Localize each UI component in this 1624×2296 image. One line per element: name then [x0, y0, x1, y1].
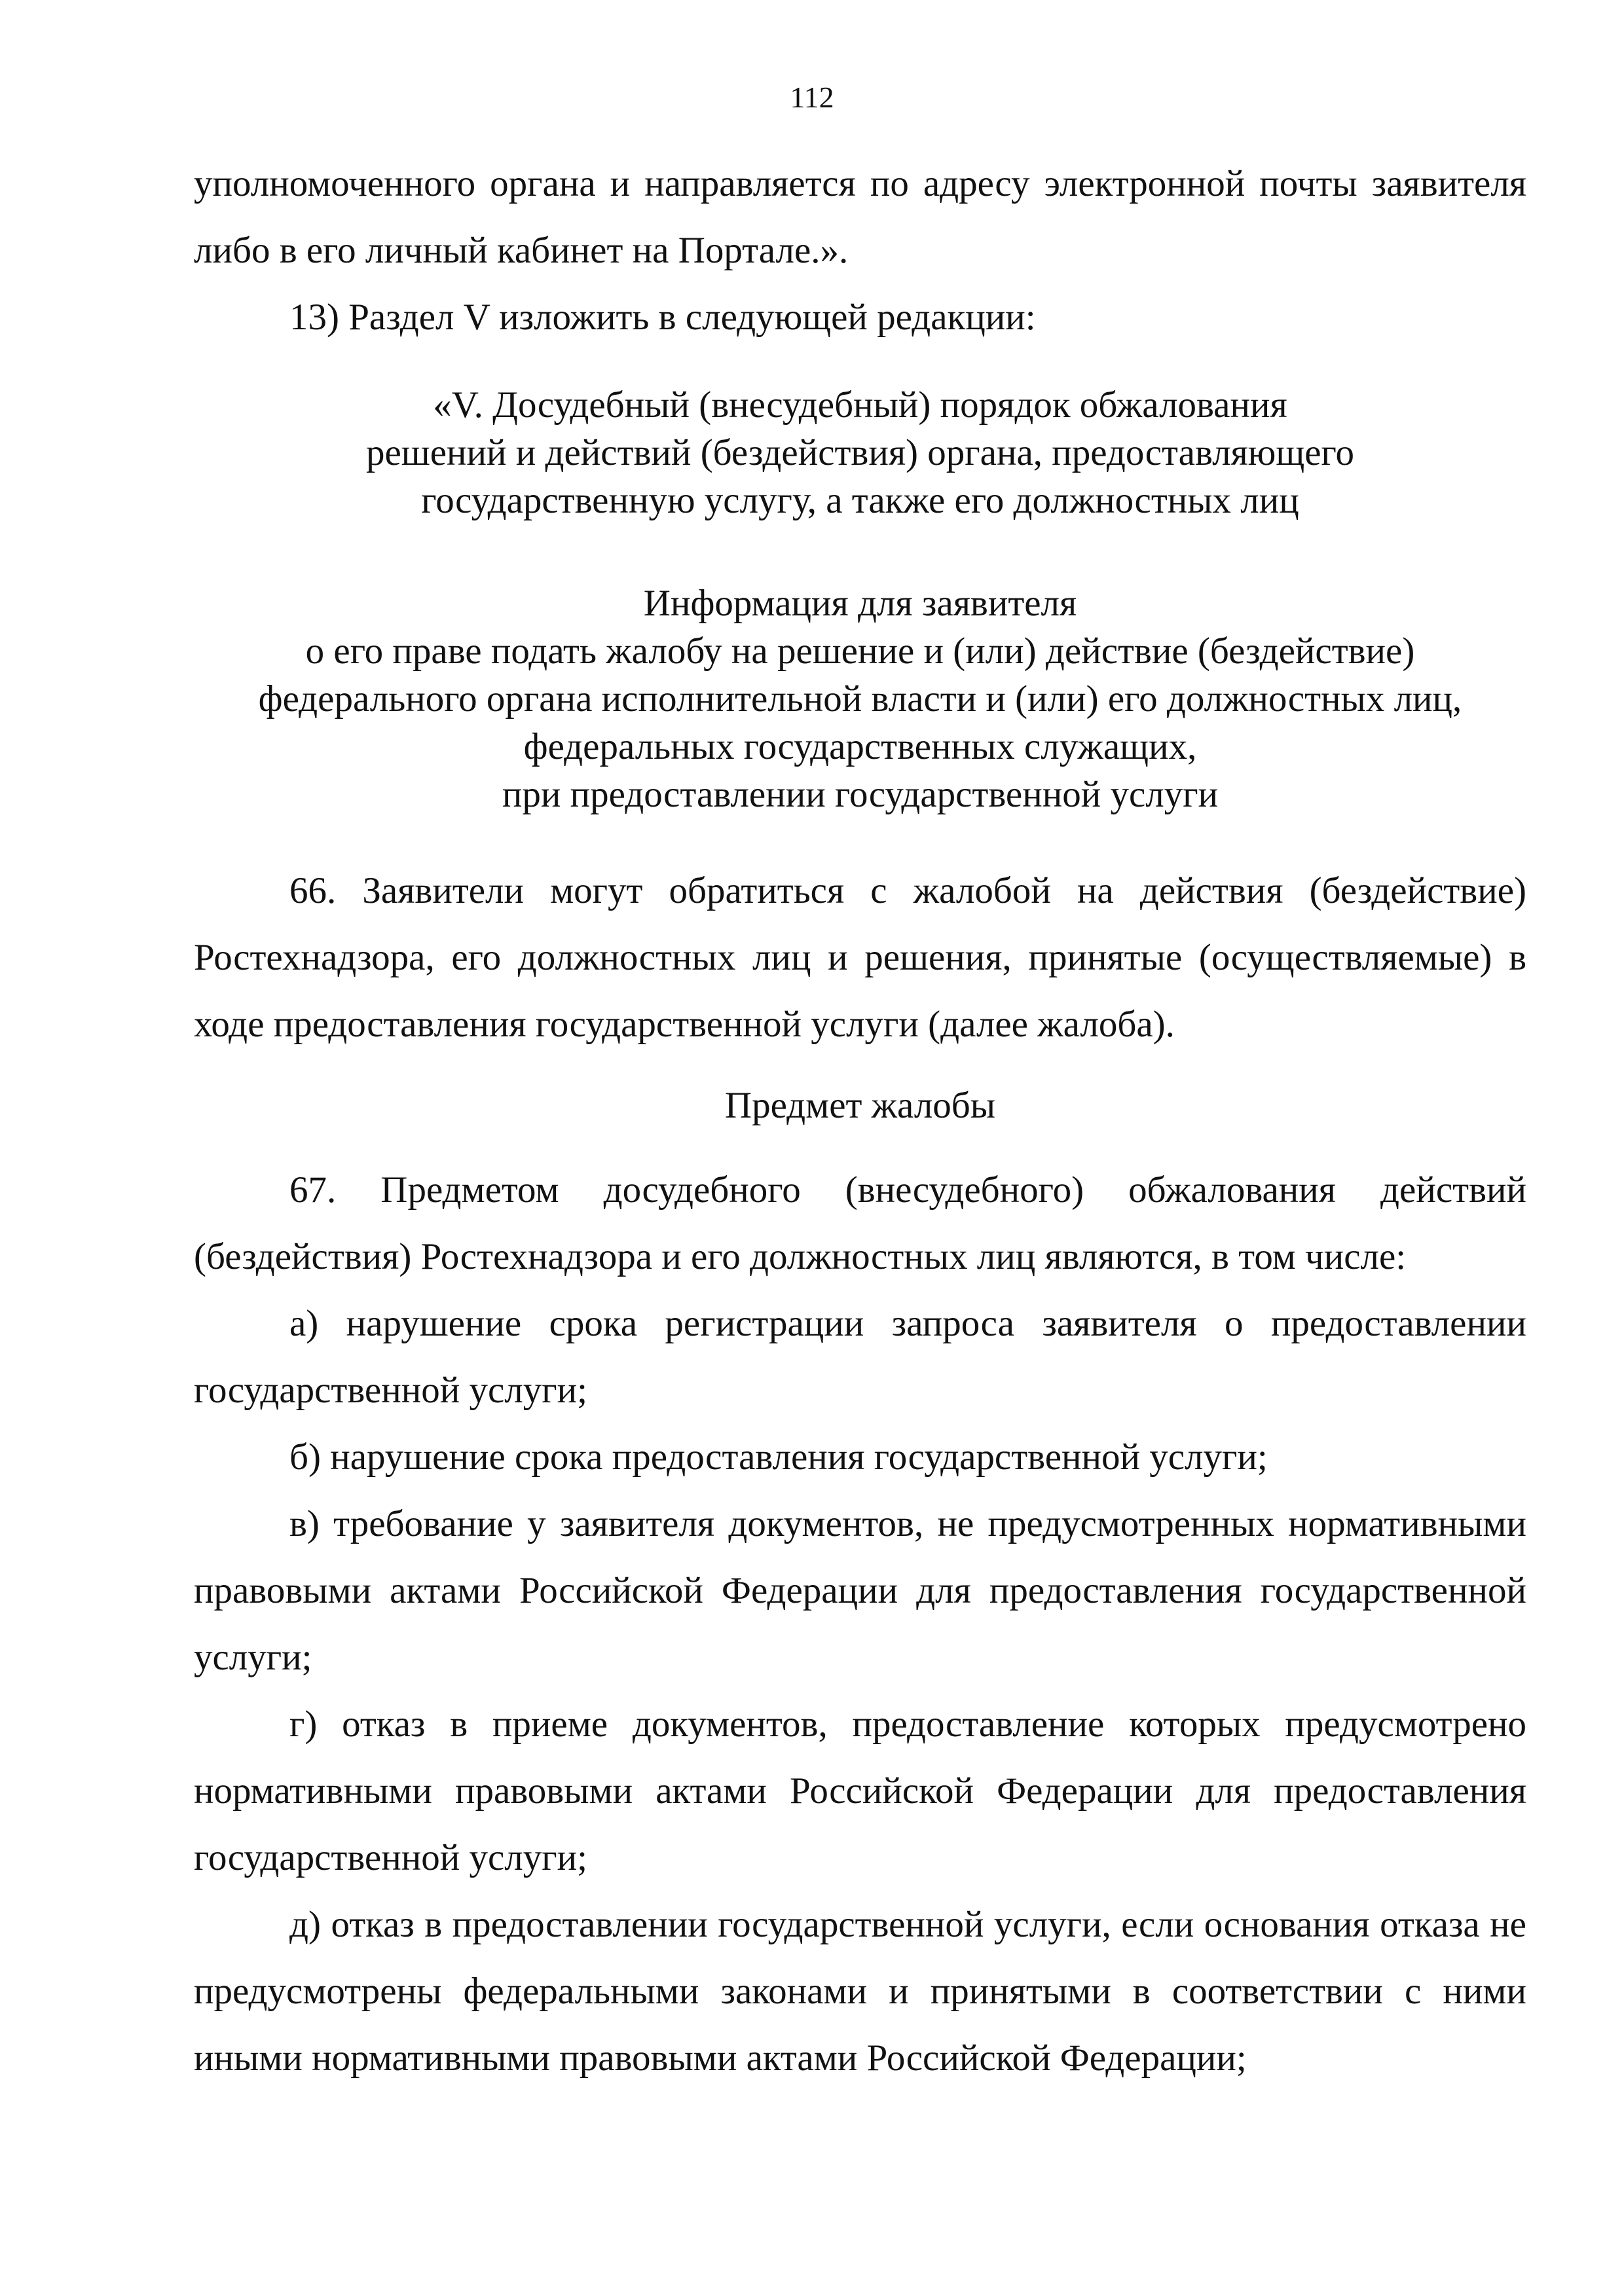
- section-heading-line-3: государственную услугу, а также его должностных лиц: [421, 480, 1299, 521]
- item-d: д) отказ в предоставлении государственной услуги, если основания отказа не предусмотрены федеральными законами и принятыми в соответствии с ними иными нормативными правовыми актами Российской Федерации;: [194, 1904, 1526, 2079]
- subject-heading: Предмет жалобы: [724, 1085, 996, 1126]
- section-heading: [194, 381, 1526, 524]
- page-number: 112: [790, 81, 834, 114]
- info-heading-line-5: при предоставлении государственной услуги: [502, 774, 1219, 815]
- continuation-paragraph: уполномоченного органа и направляется по адресу электронной почты заявителя либо в его личный кабинет на Портале.».: [194, 163, 1526, 271]
- info-heading-line-2: о его праве подать жалобу на решение и (или) действие (бездействие): [305, 630, 1415, 672]
- info-heading: [194, 579, 1526, 818]
- info-heading-line-3: федерального органа исполнительной власти и (или) его должностных лиц,: [258, 678, 1462, 720]
- intro-block: [194, 151, 1526, 351]
- section-heading-line-2: решений и действий (бездействия) органа, предоставляющего: [366, 432, 1354, 473]
- section-heading-line-1: «V. Досудебный (внесудебный) порядок обжалования: [433, 384, 1287, 426]
- paragraph-67-block: [194, 1157, 1526, 2092]
- paragraph-66: 66. Заявители могут обратиться с жалобой на действия (бездействие) Ростехнадзора, его должностных лиц и решения, принятые (осуществляемые) в ходе предоставления государственной услуги (далее жалоба).: [194, 870, 1526, 1045]
- item-a: а) нарушение срока регистрации запроса заявителя о предоставлении государственной услуги;: [194, 1303, 1526, 1411]
- info-heading-line-1: Информация для заявителя: [643, 583, 1077, 624]
- item-13-paragraph: 13) Раздел V изложить в следующей редакции:: [289, 297, 1036, 338]
- item-v: в) требование у заявителя документов, не предусмотренных нормативными правовыми актами Российской Федерации для предоставления государственной услуги;: [194, 1503, 1526, 1678]
- paragraph-67: 67. Предметом досудебного (внесудебного) обжалования действий (бездействия) Ростехнадзора и его должностных лиц являются, в том числе:: [194, 1169, 1526, 1277]
- item-b: б) нарушение срока предоставления государственной услуги;: [289, 1436, 1268, 1478]
- info-heading-line-4: федеральных государственных служащих,: [523, 726, 1197, 767]
- paragraph-66-block: [194, 858, 1526, 1058]
- item-g: г) отказ в приеме документов, предоставление которых предусмотрено нормативными правовыми актами Российской Федерации для предоставления государственной услуги;: [194, 1704, 1526, 1878]
